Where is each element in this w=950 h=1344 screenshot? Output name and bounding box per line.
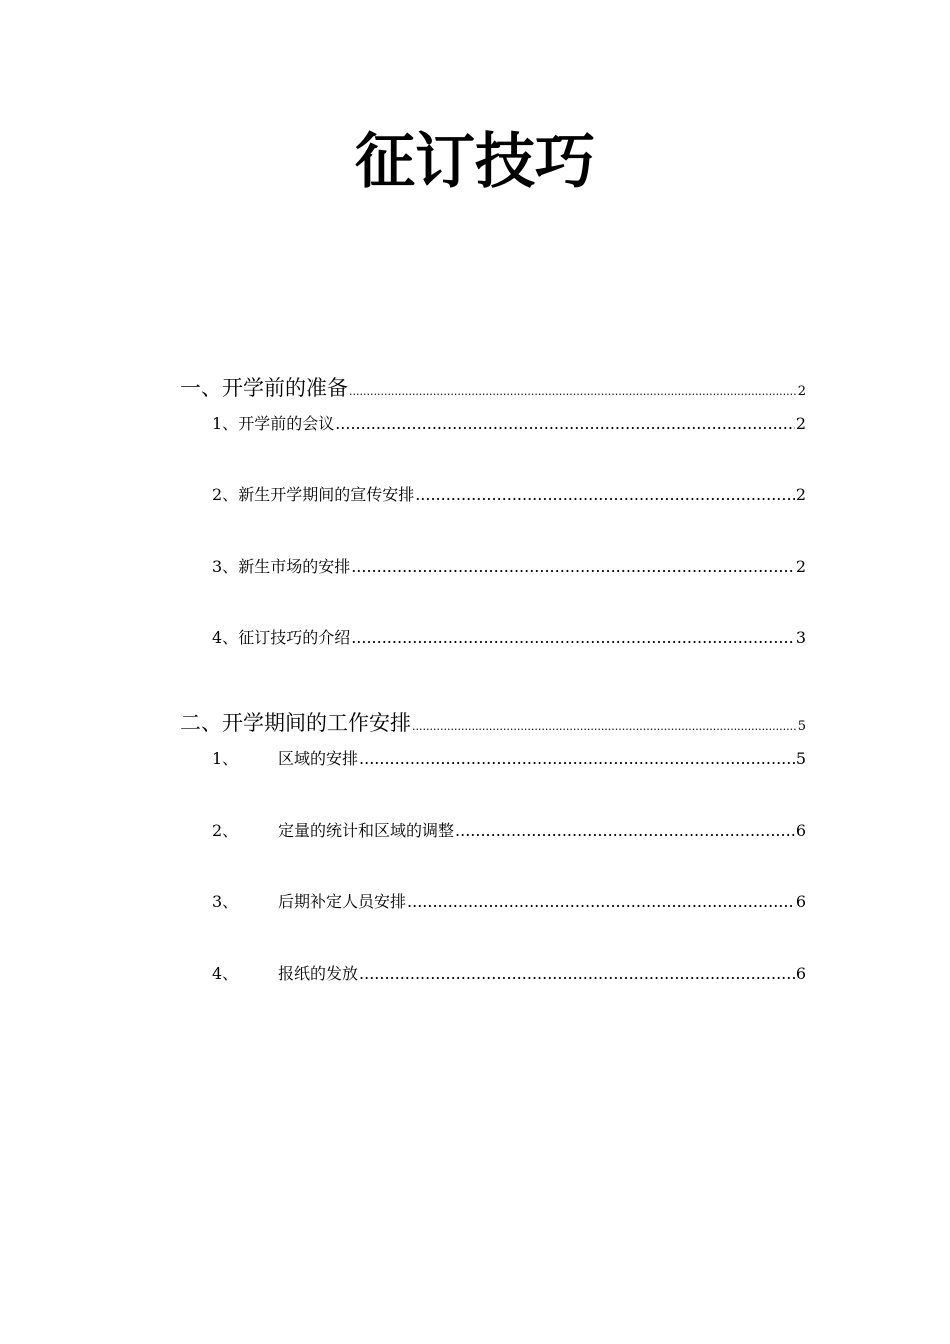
toc-page-number: 3: [795, 628, 806, 647]
toc-leader-dots: [351, 627, 795, 649]
toc-item-label: 开学前的会议: [238, 414, 335, 433]
toc-item[interactable]: [212, 891, 806, 913]
toc-item-label: 新生市场的安排: [238, 557, 351, 576]
toc-page-number: 2: [795, 485, 806, 504]
toc-item-number: 1、: [212, 749, 239, 768]
toc-leader-dots: [351, 556, 795, 578]
toc-item[interactable]: [212, 748, 806, 770]
toc-section-prep[interactable]: [180, 375, 806, 405]
toc-leader-dots: [359, 963, 795, 985]
toc-section-label: 二、开学期间的工作安排: [180, 711, 411, 735]
toc-item-label: 征订技巧的介绍: [238, 628, 351, 647]
page-title: 征订技巧: [355, 127, 595, 197]
toc-item[interactable]: [212, 627, 806, 649]
toc-item-label: 定量的统计和区域的调整: [278, 821, 455, 840]
toc-leader-dots: [412, 710, 797, 740]
toc-item[interactable]: [212, 820, 806, 842]
toc-item[interactable]: [212, 556, 806, 578]
toc-page-number: 2: [797, 384, 806, 399]
toc-page-number: 6: [795, 964, 806, 983]
toc-leader-dots: [455, 820, 795, 842]
toc-item-label: 报纸的发放: [278, 964, 359, 983]
toc-item-number: 4、: [212, 964, 239, 983]
toc-section-work[interactable]: [180, 710, 806, 740]
toc-page-number: 6: [795, 821, 806, 840]
toc-page-number: 5: [797, 719, 806, 734]
toc-item-number: 1、: [212, 414, 239, 433]
toc-leader-dots: [349, 375, 797, 405]
toc-page-number: 6: [795, 892, 806, 911]
toc-item-label: 新生开学期间的宣传安排: [238, 485, 415, 504]
toc-leader-dots: [335, 413, 795, 435]
toc-item-label: 区域的安排: [278, 749, 359, 768]
toc-section-label: 一、开学前的准备: [180, 376, 348, 400]
toc-item-number: 3、: [212, 892, 239, 911]
toc-leader-dots: [415, 484, 795, 506]
toc-item-number: 2、: [212, 821, 239, 840]
toc-page-number: 2: [795, 557, 806, 576]
toc-item-number: 2、: [212, 485, 239, 504]
toc-item[interactable]: [212, 484, 806, 506]
toc-leader-dots: [407, 891, 795, 913]
toc-page-number: 5: [795, 749, 806, 768]
toc-item-label: 后期补定人员安排: [278, 892, 407, 911]
toc-item-number: 4、: [212, 628, 239, 647]
toc-page-number: 2: [795, 414, 806, 433]
toc-leader-dots: [359, 748, 795, 770]
toc-item[interactable]: [212, 413, 806, 435]
toc-item-number: 3、: [212, 557, 239, 576]
toc-item[interactable]: [212, 963, 806, 985]
